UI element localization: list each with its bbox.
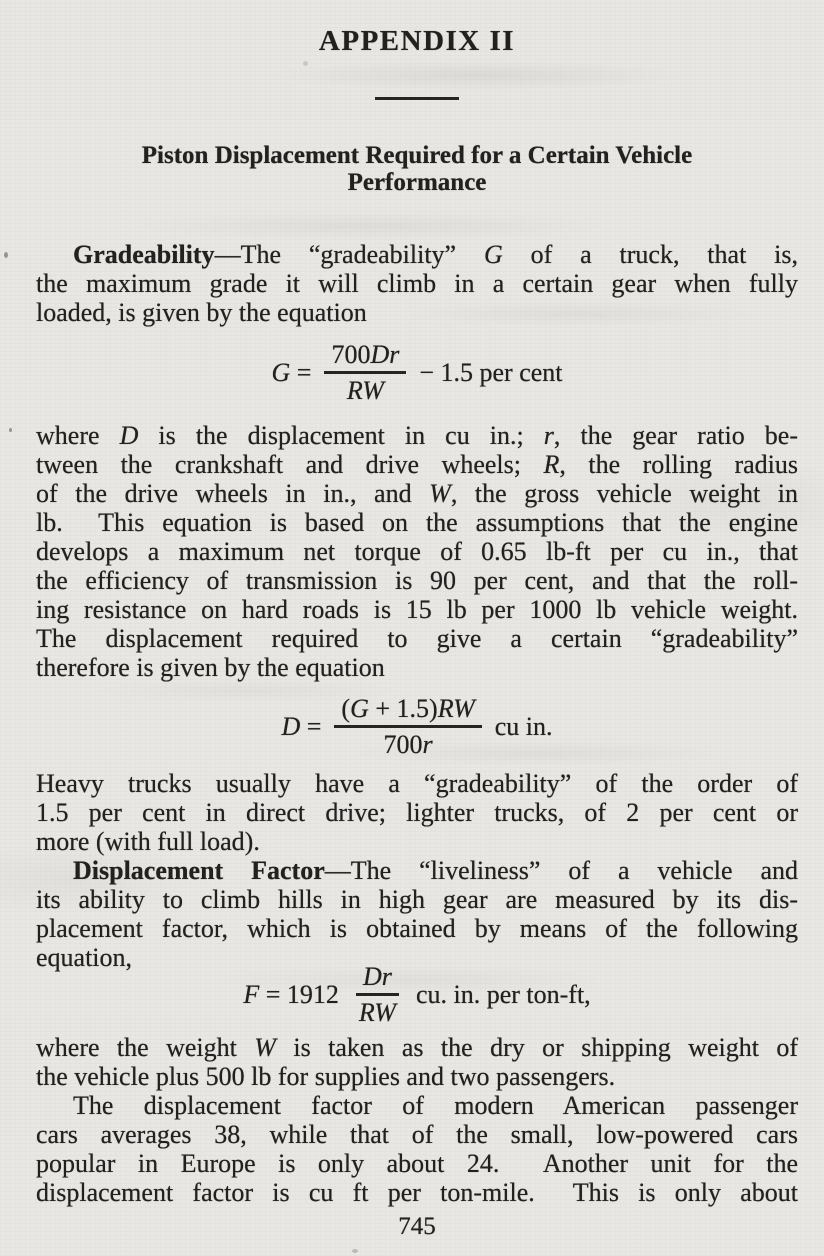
chapter-title-line1: Piston Displacement Required for a Certain Vehicle (141, 142, 693, 169)
text-line: develops a maximum net torque of 0.65 lb-ft per cu in., that (36, 537, 798, 566)
equation-lhs: G = (271, 358, 312, 387)
fraction (324, 340, 406, 405)
equation-lhs: D = (281, 712, 322, 741)
text-line: therefore is given by the equation (36, 653, 385, 682)
equation-lhs: F = 1912 (243, 980, 339, 1009)
text-line: loaded, is given by the equation (36, 298, 367, 327)
scan-speck (4, 252, 8, 258)
paragraph-heavy-trucks (36, 769, 798, 856)
paragraph-displacement-factor-values (36, 1091, 798, 1207)
text-line: ing resistance on hard roads is 15 lb per 1000 lb vehicle weight. (36, 595, 798, 624)
text-line: tween the crankshaft and drive wheels; R, the rolling radius (36, 450, 798, 479)
equation-rhs: cu in. (494, 712, 553, 741)
text-line: popular in Europe is only about 24. Another unit for the (36, 1149, 798, 1178)
text-line: the vehicle plus 500 lb for supplies and two passengers. (36, 1062, 616, 1091)
text-line: the efficiency of transmission is 90 per cent, and that the roll- (36, 566, 798, 595)
page-number: 745 (398, 1213, 436, 1240)
appendix-heading: APPENDIX II (318, 25, 516, 57)
text-line: more (with full load). (36, 827, 260, 856)
paragraph-weight-definition (36, 1033, 798, 1091)
section-divider (375, 97, 459, 100)
chapter-title (36, 142, 798, 196)
text-line: Displacement Factor—The “liveliness” of a vehicle and (73, 856, 798, 885)
fraction-denominator: 700r (383, 730, 433, 759)
text-line: Heavy trucks usually have a “gradeability” of the order of (36, 769, 798, 798)
fraction-denominator: RW (358, 998, 396, 1027)
fraction (334, 694, 481, 759)
equation-rhs: cu. in. per ton-ft, (415, 980, 591, 1009)
text-line: Gradeability—The “gradeability” G of a truck, that is, (73, 240, 798, 269)
text-line: The displacement required to give a certain “gradeability” (36, 624, 798, 653)
equation-gradeability (36, 340, 798, 405)
text-line: where the weight W is taken as the dry or shipping weight of (36, 1033, 799, 1062)
text-line: placement factor, which is obtained by means of the following (36, 914, 798, 943)
fraction-numerator: (G + 1.5)RW (334, 694, 481, 728)
paragraph-gradeability-definitions (36, 421, 798, 682)
fraction-numerator: 700Dr (324, 340, 406, 374)
chapter-title-line2: Performance (347, 169, 487, 196)
text-line: displacement factor is cu ft per ton-mile. This is only about (36, 1178, 798, 1207)
equation-displacement-factor (36, 962, 798, 1027)
text-line: its ability to climb hills in high gear are measured by its dis- (36, 885, 798, 914)
equation-displacement (36, 694, 798, 759)
scan-speck (9, 428, 12, 432)
body-text (36, 240, 798, 1241)
scan-speck (352, 1249, 358, 1253)
fraction (352, 962, 403, 1027)
book-page (36, 0, 798, 1241)
paragraph-displacement-factor-intro (36, 856, 798, 972)
equation-rhs: − 1.5 per cent (419, 358, 563, 387)
text-line: the maximum grade it will climb in a certain gear when fully (36, 269, 798, 298)
text-line: of the drive wheels in in., and W, the gross vehicle weight in (36, 479, 799, 508)
text-line: equation, (36, 943, 133, 972)
text-line: cars averages 38, while that of the small, low-powered cars (36, 1120, 798, 1149)
text-line: where D is the displacement in cu in.; r, the gear ratio be- (36, 421, 798, 450)
fraction-denominator: RW (346, 376, 384, 405)
text-line: lb. This equation is based on the assumptions that the engine (36, 508, 798, 537)
fraction-numerator: Dr (356, 962, 399, 996)
paragraph-gradeability-intro (36, 240, 798, 327)
text-line: 1.5 per cent in direct drive; lighter trucks, of 2 per cent or (36, 798, 798, 827)
text-line: The displacement factor of modern American passenger (73, 1091, 798, 1120)
